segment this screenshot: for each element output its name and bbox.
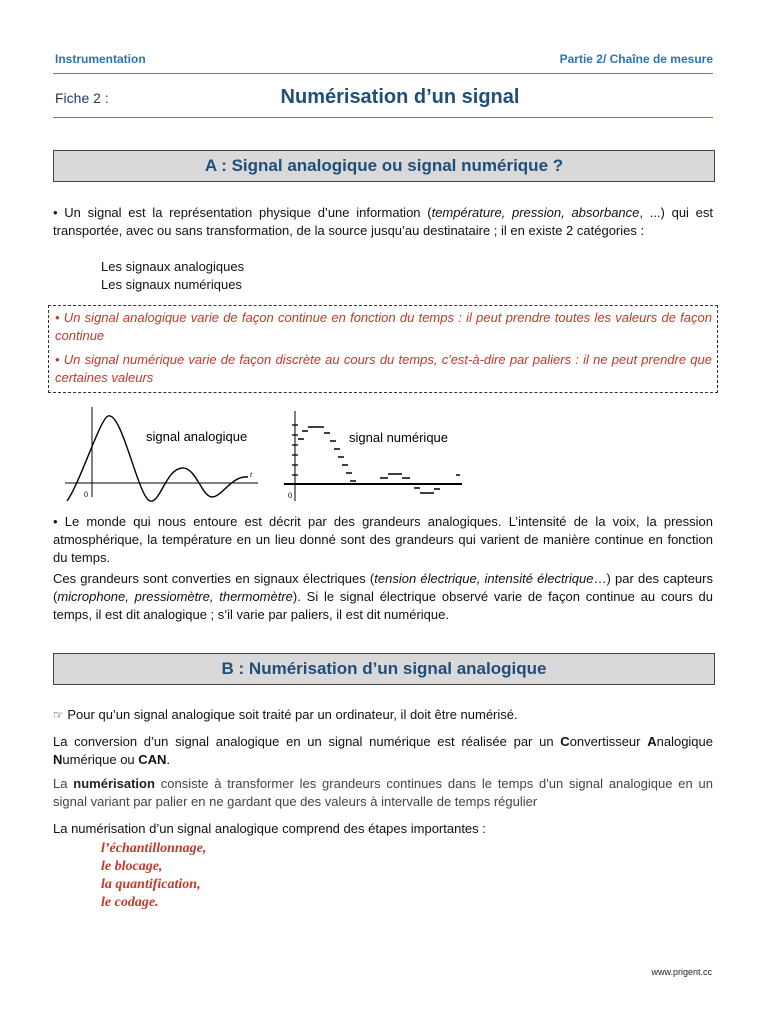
signals-figure: [62, 405, 482, 513]
definition-digital: • Un signal numérique varie de façon discrète au cours du temps, c'est-à-dire par paliers : il ne peut prendre que certaines valeurs: [55, 352, 712, 385]
analog-origin-label: 0: [84, 490, 88, 499]
definitions-box: [48, 305, 718, 393]
section-a-sensors-paragraph: Ces grandeurs sont converties en signaux électriques (tension électrique, intensité électrique…) par des capteurs (microphone, pressiomètre, thermomètre). Si le signal électrique observé varie de façon continue au cours du temps, il est dit analogique ; s’il varie par paliers, il est dit numérique.: [53, 571, 713, 622]
analog-signal-label: signal analogique: [146, 429, 248, 444]
digital-signal-label: signal numérique: [349, 430, 449, 445]
section-b-definition: La numérisation consiste à transformer les grandeurs continues dans le temps d'un signal analogique en un signal variant par palier en ne gardant que des valeurs à intervalle de temps régulier: [53, 776, 714, 809]
category-analog: Les signaux analogiques: [101, 259, 245, 274]
step-quantification: la quantification,: [101, 877, 201, 892]
digital-origin-label: 0: [288, 491, 292, 500]
fiche-label: Fiche 2 :: [55, 90, 109, 106]
definition-analog: • Un signal analogique varie de façon continue en fonction du temps : il peut prendre toutes les valeurs de façon continue: [55, 310, 712, 343]
section-b-steps-intro: La numérisation d’un signal analogique comprend des étapes importantes :: [53, 821, 486, 836]
section-b-intro: ☞ Pour qu’un signal analogique soit traité par un ordinateur, il doit être numérisé.: [53, 707, 518, 722]
step-sampling: l’échantillonnage,: [101, 841, 207, 856]
section-b-can-paragraph: La conversion d’un signal analogique en un signal numérique est réalisée par un Convertisseur Analogique Numérique ou CAN.: [53, 734, 713, 767]
pointing-hand-icon: ☞: [53, 708, 64, 722]
title-divider: [53, 117, 713, 118]
category-digital: Les signaux numériques: [101, 277, 242, 292]
header-part: Partie 2/ Chaîne de mesure: [559, 52, 713, 66]
step-coding: le codage.: [101, 895, 159, 910]
section-a-heading: A : Signal analogique ou signal numérique ?: [53, 150, 715, 182]
section-b-heading: B : Numérisation d’un signal analogique: [53, 653, 715, 685]
section-a-intro: • Un signal est la représentation physique d’une information (température, pression, absorbance, ...) qui est transportée, avec ou sans transformation, de la source jusqu’au destinataire ; il en existe 2 catégories :: [53, 205, 713, 238]
step-holding: le blocage,: [101, 859, 163, 874]
section-a-world-paragraph: • Le monde qui nous entoure est décrit par des grandeurs analogiques. L’intensité de la voix, la pression atmosphérique, la température en un lieu donné sont des grandeurs qui varient de manière continue en fonction du temps.: [53, 514, 713, 565]
page-title: Numérisation d’un signal: [280, 86, 520, 108]
header-divider: [53, 73, 713, 74]
analog-time-label: t: [250, 470, 253, 479]
header-subject: Instrumentation: [55, 52, 146, 66]
footer-url: www.prigent.cc: [651, 967, 712, 977]
